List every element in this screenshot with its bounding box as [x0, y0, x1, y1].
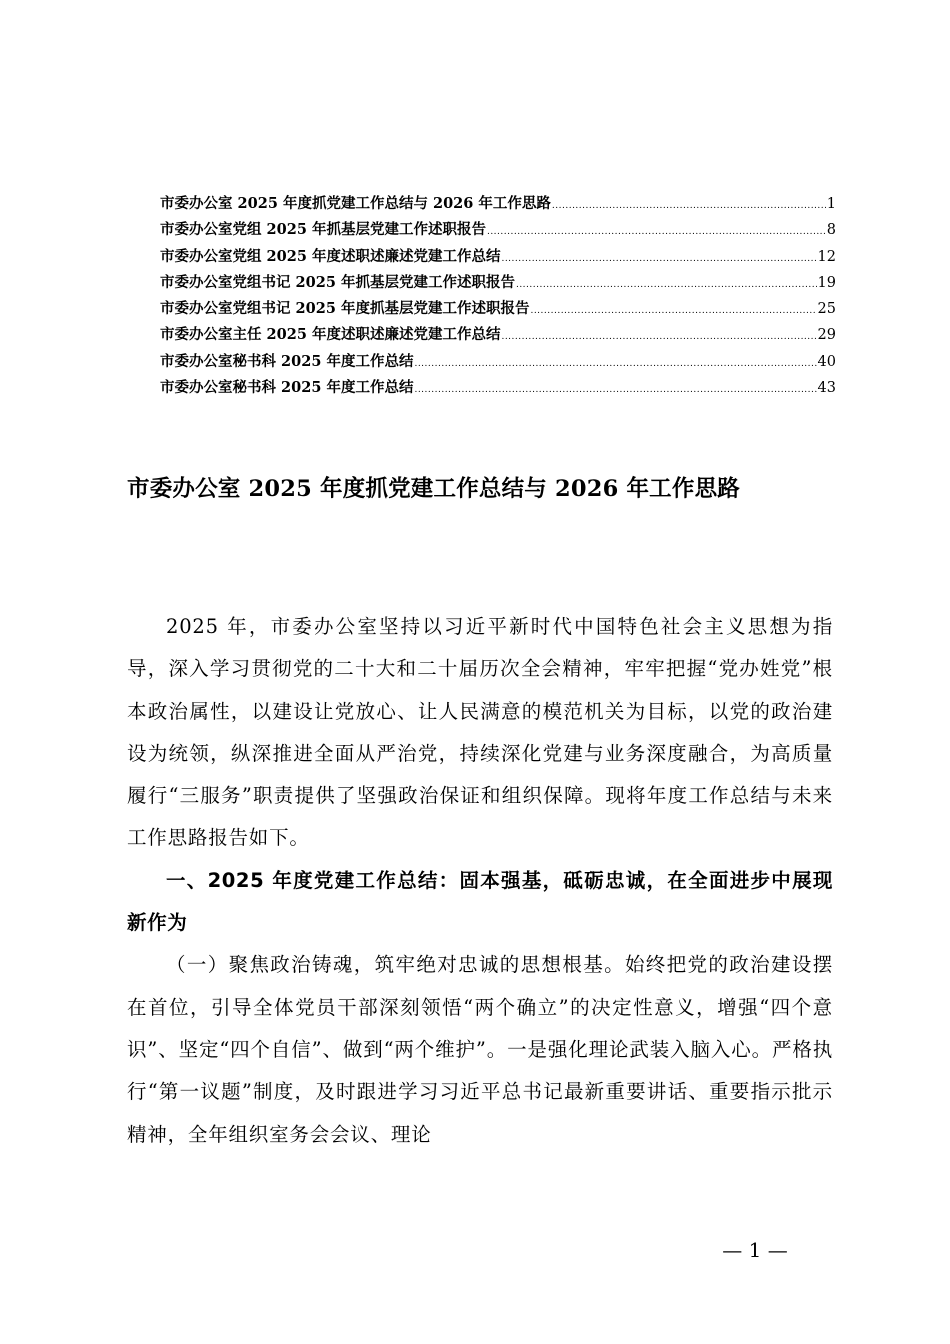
toc-entry[interactable] — [160, 376, 836, 402]
toc-entry-title: 市委办公室党组书记 2025 年抓基层党建工作述职报告 — [160, 273, 515, 291]
toc-entry-page: 1 — [826, 196, 836, 212]
page-number: — 1 — — [722, 1238, 788, 1262]
toc-entry[interactable] — [160, 271, 836, 297]
toc-leader-dots — [487, 227, 826, 237]
toc-leader-dots — [414, 385, 816, 395]
toc-entry-page: 43 — [817, 380, 836, 397]
toc-leader-dots — [530, 306, 816, 316]
table-of-contents — [160, 192, 836, 402]
toc-entry-title: 市委办公室党组 2025 年抓基层党建工作述职报告 — [160, 221, 486, 239]
toc-entry-page: 19 — [817, 274, 836, 291]
section-heading: 一、2025 年度党建工作总结：固本强基，砥砺忠诚，在全面进步中展现新作为 — [127, 868, 833, 935]
toc-entry-title: 市委办公室 2025 年度抓党建工作总结与 2026 年工作思路 — [160, 195, 551, 212]
toc-entry-title: 市委办公室秘书科 2025 年度工作总结 — [160, 352, 414, 370]
toc-entry[interactable] — [160, 297, 836, 323]
toc-leader-dots — [552, 201, 826, 211]
intro-paragraph: 2025 年，市委办公室坚持以习近平新时代中国特色社会主义思想为指导，深入学习贯彻党的二十大和二十届历次全会精神，牢牢把握“党办姓党”根本政治属性，以建设让党放心、让人民满意的模范机关为目标，以党的政治建设为统领，纵深推进全面从严治党，持续深化党建与业务深度融合，为高质量履行“三服务”职责提供了坚强政治保证和组织保障。现将年度工作总结与未来工作思路报告如下。 — [127, 615, 833, 850]
toc-entry-page: 25 — [817, 301, 836, 318]
toc-entry-title: 市委办公室党组书记 2025 年度抓基层党建工作述职报告 — [160, 300, 530, 318]
document-body — [127, 606, 833, 1156]
toc-leader-dots — [501, 254, 816, 264]
toc-leader-dots — [501, 332, 816, 342]
toc-entry[interactable] — [160, 192, 836, 218]
toc-entry-page: 8 — [826, 222, 836, 239]
toc-entry[interactable] — [160, 218, 836, 244]
toc-entry-page: 29 — [817, 327, 836, 344]
toc-entry[interactable] — [160, 350, 836, 376]
toc-entry[interactable] — [160, 245, 836, 271]
toc-leader-dots — [516, 280, 817, 290]
toc-entry-title: 市委办公室秘书科 2025 年度工作总结 — [160, 379, 414, 397]
document-title: 市委办公室 2025 年度抓党建工作总结与 2026 年工作思路 — [127, 476, 740, 502]
body-paragraph: （一）聚焦政治铸魂，筑牢绝对忠诚的思想根基。始终把党的政治建设摆在首位，引导全体党员干部深刻领悟“两个确立”的决定性意义，增强“四个意识”、坚定“四个自信”、做到“两个维护”。一是强化理论武装入脑入心。严格执行“第一议题”制度，及时跟进学习习近平总书记最新重要讲话、重要指示批示精神，全年组织室务会会议、理论 — [127, 953, 833, 1146]
toc-entry[interactable] — [160, 323, 836, 349]
toc-entry-title: 市委办公室主任 2025 年度述职述廉述党建工作总结 — [160, 326, 501, 344]
toc-entry-title: 市委办公室党组 2025 年度述职述廉述党建工作总结 — [160, 247, 501, 265]
toc-leader-dots — [414, 359, 816, 369]
toc-entry-page: 12 — [817, 248, 836, 265]
toc-entry-page: 40 — [817, 353, 836, 370]
